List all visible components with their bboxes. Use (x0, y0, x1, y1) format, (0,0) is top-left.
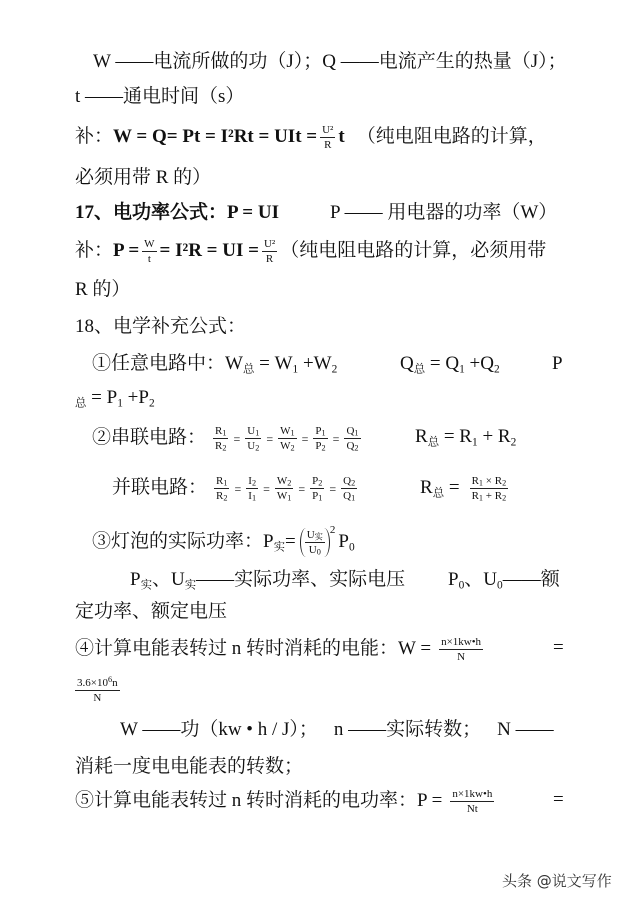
definition-time: t ——通电时间（s） (75, 86, 245, 107)
subscript: 2 (287, 478, 292, 488)
any-circuit-row (92, 352, 337, 376)
equals-sign: = (234, 481, 242, 496)
symbol: 、U (464, 569, 498, 590)
symbol: × R (483, 475, 503, 487)
equals-sign: = (263, 481, 270, 496)
symbol: = Q (425, 353, 460, 374)
fraction-denominator (341, 489, 357, 502)
fraction-denominator (275, 489, 294, 502)
subscript: 1 (354, 428, 359, 438)
actual-values-legend (130, 568, 405, 592)
meter-energy-legend-continued: 消耗一度电电能表的转数； (75, 756, 304, 777)
symbol: W (280, 440, 291, 452)
subscript: 2 (255, 443, 260, 453)
voltage-ratio-fraction (305, 529, 325, 556)
fraction-denominator (470, 489, 509, 502)
subscript: 1 (251, 493, 257, 503)
series-ratio-u (245, 425, 261, 452)
subscript: 2 (290, 443, 295, 453)
symbol: R (471, 490, 479, 502)
subscript: 实 (184, 579, 197, 592)
subscript: 总 (242, 363, 255, 376)
subscript: 2 (222, 443, 227, 453)
subscript: 1 (478, 493, 484, 503)
symbol: = W (254, 353, 293, 374)
subscript: 2 (331, 363, 338, 376)
symbol: W (276, 475, 288, 487)
equals-sign: = (332, 431, 340, 446)
meter-energy-joule-row (75, 674, 123, 704)
fraction-numerator (313, 425, 327, 439)
symbol: = R (439, 426, 472, 447)
fraction-numerator: n×1kw•h (452, 788, 493, 800)
parenthesized-voltage-ratio (300, 528, 330, 557)
rated-values-legend-continued: 定功率、额定电压 (75, 601, 228, 622)
subscript: 2 (321, 443, 326, 453)
subscript: 0 (497, 579, 503, 592)
symbol: U (306, 529, 315, 541)
total-power-formula-start (552, 352, 563, 376)
subscript: 1 (292, 363, 299, 376)
legend-text: ——实际功率、实际电压 (196, 569, 406, 590)
fraction-numerator (305, 529, 325, 543)
subscript: 实 (314, 532, 323, 542)
meter-energy-legend (120, 718, 554, 742)
fraction-denominator (278, 439, 297, 452)
series-ratio-r (213, 425, 228, 452)
subscript: 1 (478, 478, 484, 488)
subscript: 1 (255, 428, 260, 438)
series-ratio-w (278, 425, 297, 452)
time-factor: t (338, 125, 345, 147)
meter-power-row (75, 788, 497, 815)
fraction-denominator (214, 489, 229, 502)
fraction-numerator (275, 475, 294, 489)
subscript: 1 (321, 428, 326, 438)
subscript: 1 (471, 436, 478, 449)
subscript: 2 (493, 363, 500, 376)
rated-values-legend (448, 568, 560, 592)
symbol: I (248, 475, 252, 487)
fraction-denominator (313, 439, 327, 452)
fraction-denominator (310, 489, 324, 502)
symbol: + R (483, 490, 503, 502)
symbol: Q (343, 475, 352, 487)
pure-resistance-note-continued: 必须用带 R 的） (75, 167, 212, 188)
meter-energy-label: ④计算电能表转过 n 转时消耗的电能：W = (75, 637, 432, 659)
symbol: R (415, 426, 428, 447)
symbol: W (225, 353, 243, 374)
symbol: = (285, 530, 296, 552)
symbol: R (420, 476, 433, 498)
parallel-ratio-p (310, 475, 324, 502)
equals-sign: = (553, 637, 564, 658)
exponent: 2 (329, 523, 336, 536)
subscript: 2 (354, 443, 359, 453)
subscript: 2 (223, 493, 228, 503)
parallel-ratio-w (275, 475, 294, 502)
subscript: 1 (287, 493, 292, 503)
fraction-numerator (310, 475, 324, 489)
pure-resistance-note: （纯电阻电路的计算， (356, 125, 547, 147)
equals-sign: = (329, 481, 337, 496)
subscript: 2 (251, 478, 257, 488)
bulb-actual-power-row (92, 523, 355, 557)
symbol: Q (343, 490, 352, 502)
power-formula-title: 17、电功率公式：P = UI (75, 202, 279, 223)
watermark: 头条 @说文写作 (502, 872, 612, 890)
total-heat-formula (400, 352, 500, 376)
power-equality-formula: = I²R = UI = (159, 239, 259, 261)
meter-energy-joule-fraction (75, 674, 120, 704)
fraction-numerator: W (144, 238, 155, 250)
symbol: P (312, 475, 319, 487)
fraction-numerator (213, 425, 228, 439)
subscript: 2 (502, 478, 507, 488)
equals-sign: = (301, 431, 309, 446)
series-ratio-q (344, 425, 360, 452)
subscript: 2 (148, 397, 155, 410)
legend-revolutions: n ——实际转数； (333, 719, 482, 740)
fraction-numerator (344, 425, 360, 439)
w-over-t-fraction (142, 238, 156, 265)
fraction-numerator: U² (263, 238, 276, 250)
symbol: P (315, 425, 322, 437)
symbol: = (444, 476, 460, 498)
supplement-prefix: 补： (75, 239, 114, 261)
symbol: +W (298, 353, 332, 374)
supplement-prefix: 补： (75, 125, 114, 147)
total-power-formula-continued (75, 386, 155, 410)
meter-energy-row (75, 636, 486, 663)
subscript: 0 (458, 579, 465, 592)
fraction-numerator (245, 425, 261, 439)
equals-sign: = (298, 481, 306, 496)
equals-sign: = (233, 431, 241, 446)
symbol: P (448, 569, 459, 590)
fraction-denominator: Nt (466, 803, 478, 815)
fraction-denominator (344, 439, 360, 452)
symbol: n (112, 677, 118, 689)
total-work-formula (225, 353, 337, 374)
fraction-numerator (341, 475, 357, 489)
subscript: 0 (349, 541, 355, 554)
fraction-denominator (246, 489, 258, 502)
symbol: P (338, 530, 349, 552)
parallel-circuit-label: 并联电路： (112, 476, 208, 498)
parallel-ratio-r (214, 475, 229, 502)
symbol: Q (346, 425, 355, 437)
fraction-numerator (75, 674, 120, 691)
subscript: 2 (502, 493, 507, 503)
subscript: 总 (427, 436, 440, 449)
fraction-denominator: R (324, 139, 332, 151)
symbol: R (215, 440, 223, 452)
fraction-denominator: R (265, 253, 274, 265)
symbol: +Q (464, 353, 494, 374)
symbol: + R (477, 426, 511, 447)
meter-energy-fraction (439, 636, 483, 663)
legend-meter-constant: N —— (497, 719, 554, 740)
pure-resistance-note: （纯电阻电路的计算，必须用带 (280, 239, 547, 261)
subscript: 1 (351, 493, 356, 503)
work-supplement-row (75, 124, 547, 151)
subscript: 2 (351, 478, 356, 488)
subscript: 2 (510, 436, 517, 449)
symbol: P (130, 569, 141, 590)
fraction-denominator: N (457, 651, 466, 663)
subscript: 总 (75, 397, 87, 410)
subscript: 0 (316, 547, 321, 557)
subscript: 1 (117, 397, 123, 410)
subscript: 2 (318, 478, 323, 488)
symbol: U (247, 425, 256, 437)
supplementary-formulas-title: 18、电学补充公式： (75, 316, 247, 337)
fraction-denominator: N (93, 692, 102, 704)
parallel-ratio-chain (211, 475, 360, 503)
fraction-numerator (214, 475, 229, 489)
equals-sign: = (553, 789, 564, 810)
series-circuit-label: ②串联电路： (92, 426, 207, 448)
parallel-total-resistance (420, 475, 511, 502)
symbol: P (552, 353, 563, 374)
legend-text: ——额 (502, 569, 560, 590)
superscript: 6 (107, 674, 113, 684)
power-supplement-row (75, 238, 546, 265)
any-circuit-label: ①任意电路中： (92, 353, 226, 374)
symbol: R (216, 475, 224, 487)
power-formula-heading (75, 201, 279, 225)
u-squared-over-r-fraction (320, 124, 335, 151)
subscript: 总 (413, 363, 426, 376)
parallel-ratio-q (341, 475, 357, 502)
symbol: R (471, 475, 479, 487)
fraction-numerator (470, 475, 509, 489)
bulb-label: ③灯泡的实际功率： (92, 530, 264, 552)
legend-work: W ——功（kw • h / J）； (120, 719, 318, 740)
power-lead: P = (113, 239, 140, 261)
pure-resistance-note-continued: R 的） (75, 279, 131, 300)
symbol: W (276, 490, 288, 502)
parallel-circuit-row (112, 475, 360, 502)
subscript: 实 (140, 579, 152, 592)
fraction-numerator: n×1kw•h (441, 636, 482, 648)
symbol: Q (400, 353, 414, 374)
work-equality-formula: W = Q= Pt = I²Rt = UIt = (113, 125, 318, 147)
u-squared-over-r-fraction (262, 238, 277, 265)
symbol: R (215, 425, 223, 437)
fraction-denominator (213, 439, 228, 452)
fraction-numerator (278, 425, 297, 439)
symbol: 、U (151, 569, 185, 590)
symbol: P (315, 440, 322, 452)
symbol: P (312, 490, 319, 502)
subscript: 1 (222, 428, 227, 438)
series-ratio-p (313, 425, 327, 452)
subscript: 1 (290, 428, 295, 438)
symbol: R (216, 490, 224, 502)
subscript: 1 (459, 363, 465, 376)
subscript: 1 (318, 493, 323, 503)
definition-work-heat: W ——电流所做的功（J）；Q ——电流产生的热量（J）； (93, 51, 567, 72)
subscript: 实 (273, 541, 285, 554)
symbol: +P (122, 387, 149, 408)
symbol: 3.6×10 (77, 677, 108, 689)
symbol: P (263, 530, 274, 552)
symbol: W (280, 425, 291, 437)
fraction-numerator (246, 475, 258, 489)
symbol: Q (346, 440, 355, 452)
parallel-ratio-i (246, 475, 258, 502)
symbol: U (247, 440, 256, 452)
series-ratio-chain (210, 425, 364, 453)
series-total-resistance (415, 425, 516, 449)
subscript: 总 (432, 487, 445, 500)
fraction-denominator (305, 543, 325, 556)
fraction-denominator: t (147, 253, 151, 265)
series-circuit-row (92, 425, 364, 452)
symbol: I (248, 490, 252, 502)
parallel-resistance-fraction (470, 475, 509, 502)
subscript: 1 (223, 478, 228, 488)
fraction-numerator: U² (322, 124, 334, 136)
meter-power-label: ⑤计算电能表转过 n 转时消耗的电功率：P = (75, 789, 443, 811)
equals-sign: = (266, 431, 274, 446)
meter-power-fraction (450, 788, 494, 815)
fraction-denominator (245, 439, 261, 452)
power-definition: P —— 用电器的功率（W） (330, 202, 558, 223)
symbol: U (308, 544, 317, 556)
symbol: = P (86, 387, 118, 408)
